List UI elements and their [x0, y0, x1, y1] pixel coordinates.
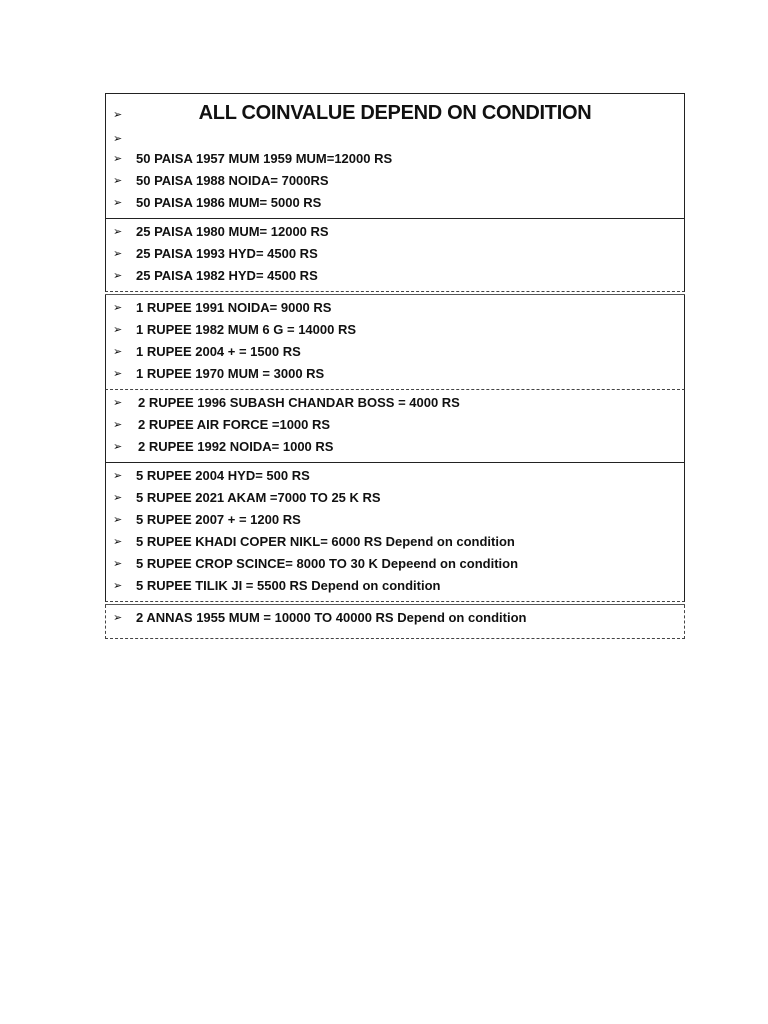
list-item-text: 50 PAISA 1988 NOIDA= 7000RS — [136, 173, 329, 188]
arrow-bullet-icon: ➢ — [113, 514, 123, 526]
section-50-paisa — [105, 93, 685, 219]
list-item — [106, 531, 684, 553]
list-item-text: 1 RUPEE 1982 MUM 6 G = 14000 RS — [136, 322, 357, 337]
arrow-bullet-icon: ➢ — [113, 441, 123, 453]
arrow-bullet-icon: ➢ — [113, 558, 123, 570]
list-item — [106, 607, 684, 629]
empty-list-item — [106, 128, 684, 148]
list-item-text: 5 RUPEE 2004 HYD= 500 RS — [136, 468, 310, 483]
list-item-text: 50 PAISA 1957 MUM 1959 MUM=12000 RS — [136, 151, 393, 166]
list-item — [106, 341, 684, 363]
list-item-text: 5 RUPEE 2021 AKAM =7000 TO 25 K RS — [136, 490, 381, 505]
list-item-text: 2 ANNAS 1955 MUM = 10000 TO 40000 RS Depend on condition — [136, 610, 527, 625]
list-item — [106, 465, 684, 487]
list-item — [106, 509, 684, 531]
list-item — [106, 553, 684, 575]
list-item-text: 1 RUPEE 2004 + = 1500 RS — [136, 344, 301, 359]
list-item-text: 5 RUPEE 2007 + = 1200 RS — [136, 512, 301, 527]
list-item — [106, 575, 684, 597]
list-item — [106, 319, 684, 341]
list-item-text: 50 PAISA 1986 MUM= 5000 RS — [136, 195, 322, 210]
list-item-text: 5 RUPEE TILIK JI = 5500 RS Depend on condition — [136, 578, 441, 593]
section-25-paisa — [105, 219, 685, 292]
section-2-rupee — [105, 390, 685, 463]
section-1-rupee — [105, 295, 685, 390]
arrow-bullet-icon: ➢ — [113, 419, 123, 431]
list-item-text: 5 RUPEE CROP SCINCE= 8000 TO 30 K Depeend on condition — [136, 556, 519, 571]
list-item-text: 2 RUPEE 1992 NOIDA= 1000 RS — [138, 439, 334, 454]
arrow-bullet-icon: ➢ — [113, 580, 123, 592]
list-item — [106, 297, 684, 319]
arrow-bullet-icon: ➢ — [113, 612, 123, 624]
title-row — [106, 98, 684, 128]
arrow-bullet-icon: ➢ — [113, 346, 123, 358]
arrow-bullet-icon: ➢ — [113, 302, 123, 314]
list-item — [106, 414, 684, 436]
arrow-bullet-icon: ➢ — [113, 536, 123, 548]
arrow-bullet-icon: ➢ — [113, 133, 123, 145]
list-item — [106, 436, 684, 458]
list-item — [106, 148, 684, 170]
list-item — [106, 363, 684, 385]
arrow-bullet-icon: ➢ — [113, 197, 123, 209]
list-item — [106, 392, 684, 414]
list-item — [106, 192, 684, 214]
arrow-bullet-icon: ➢ — [113, 270, 123, 282]
list-item — [106, 243, 684, 265]
arrow-bullet-icon: ➢ — [113, 226, 123, 238]
arrow-bullet-icon: ➢ — [113, 175, 123, 187]
arrow-bullet-icon: ➢ — [113, 324, 123, 336]
list-item — [106, 265, 684, 287]
page-title: ALL COINVALUE DEPEND ON CONDITION — [198, 102, 592, 124]
arrow-bullet-icon: ➢ — [113, 470, 123, 482]
list-item-text: 5 RUPEE KHADI COPER NIKL= 6000 RS Depend on condition — [136, 534, 515, 549]
list-item-text: 1 RUPEE 1970 MUM = 3000 RS — [136, 366, 325, 381]
list-item — [106, 170, 684, 192]
arrow-bullet-icon: ➢ — [113, 397, 123, 409]
section-5-rupee — [105, 463, 685, 602]
arrow-bullet-icon: ➢ — [113, 153, 123, 165]
list-item — [106, 487, 684, 509]
arrow-bullet-icon: ➢ — [113, 492, 123, 504]
arrow-bullet-icon: ➢ — [113, 109, 123, 121]
list-item-text: 25 PAISA 1993 HYD= 4500 RS — [136, 246, 318, 261]
list-item-text: 1 RUPEE 1991 NOIDA= 9000 RS — [136, 300, 332, 315]
list-item — [106, 221, 684, 243]
section-2-annas — [105, 605, 685, 639]
arrow-bullet-icon: ➢ — [113, 368, 123, 380]
coin-value-table — [105, 93, 685, 639]
list-item-text: 2 RUPEE 1996 SUBASH CHANDAR BOSS = 4000 RS — [138, 395, 460, 410]
arrow-bullet-icon: ➢ — [113, 248, 123, 260]
list-item-text: 25 PAISA 1980 MUM= 12000 RS — [136, 224, 329, 239]
list-item-text: 2 RUPEE AIR FORCE =1000 RS — [138, 417, 331, 432]
list-item-text: 25 PAISA 1982 HYD= 4500 RS — [136, 268, 318, 283]
